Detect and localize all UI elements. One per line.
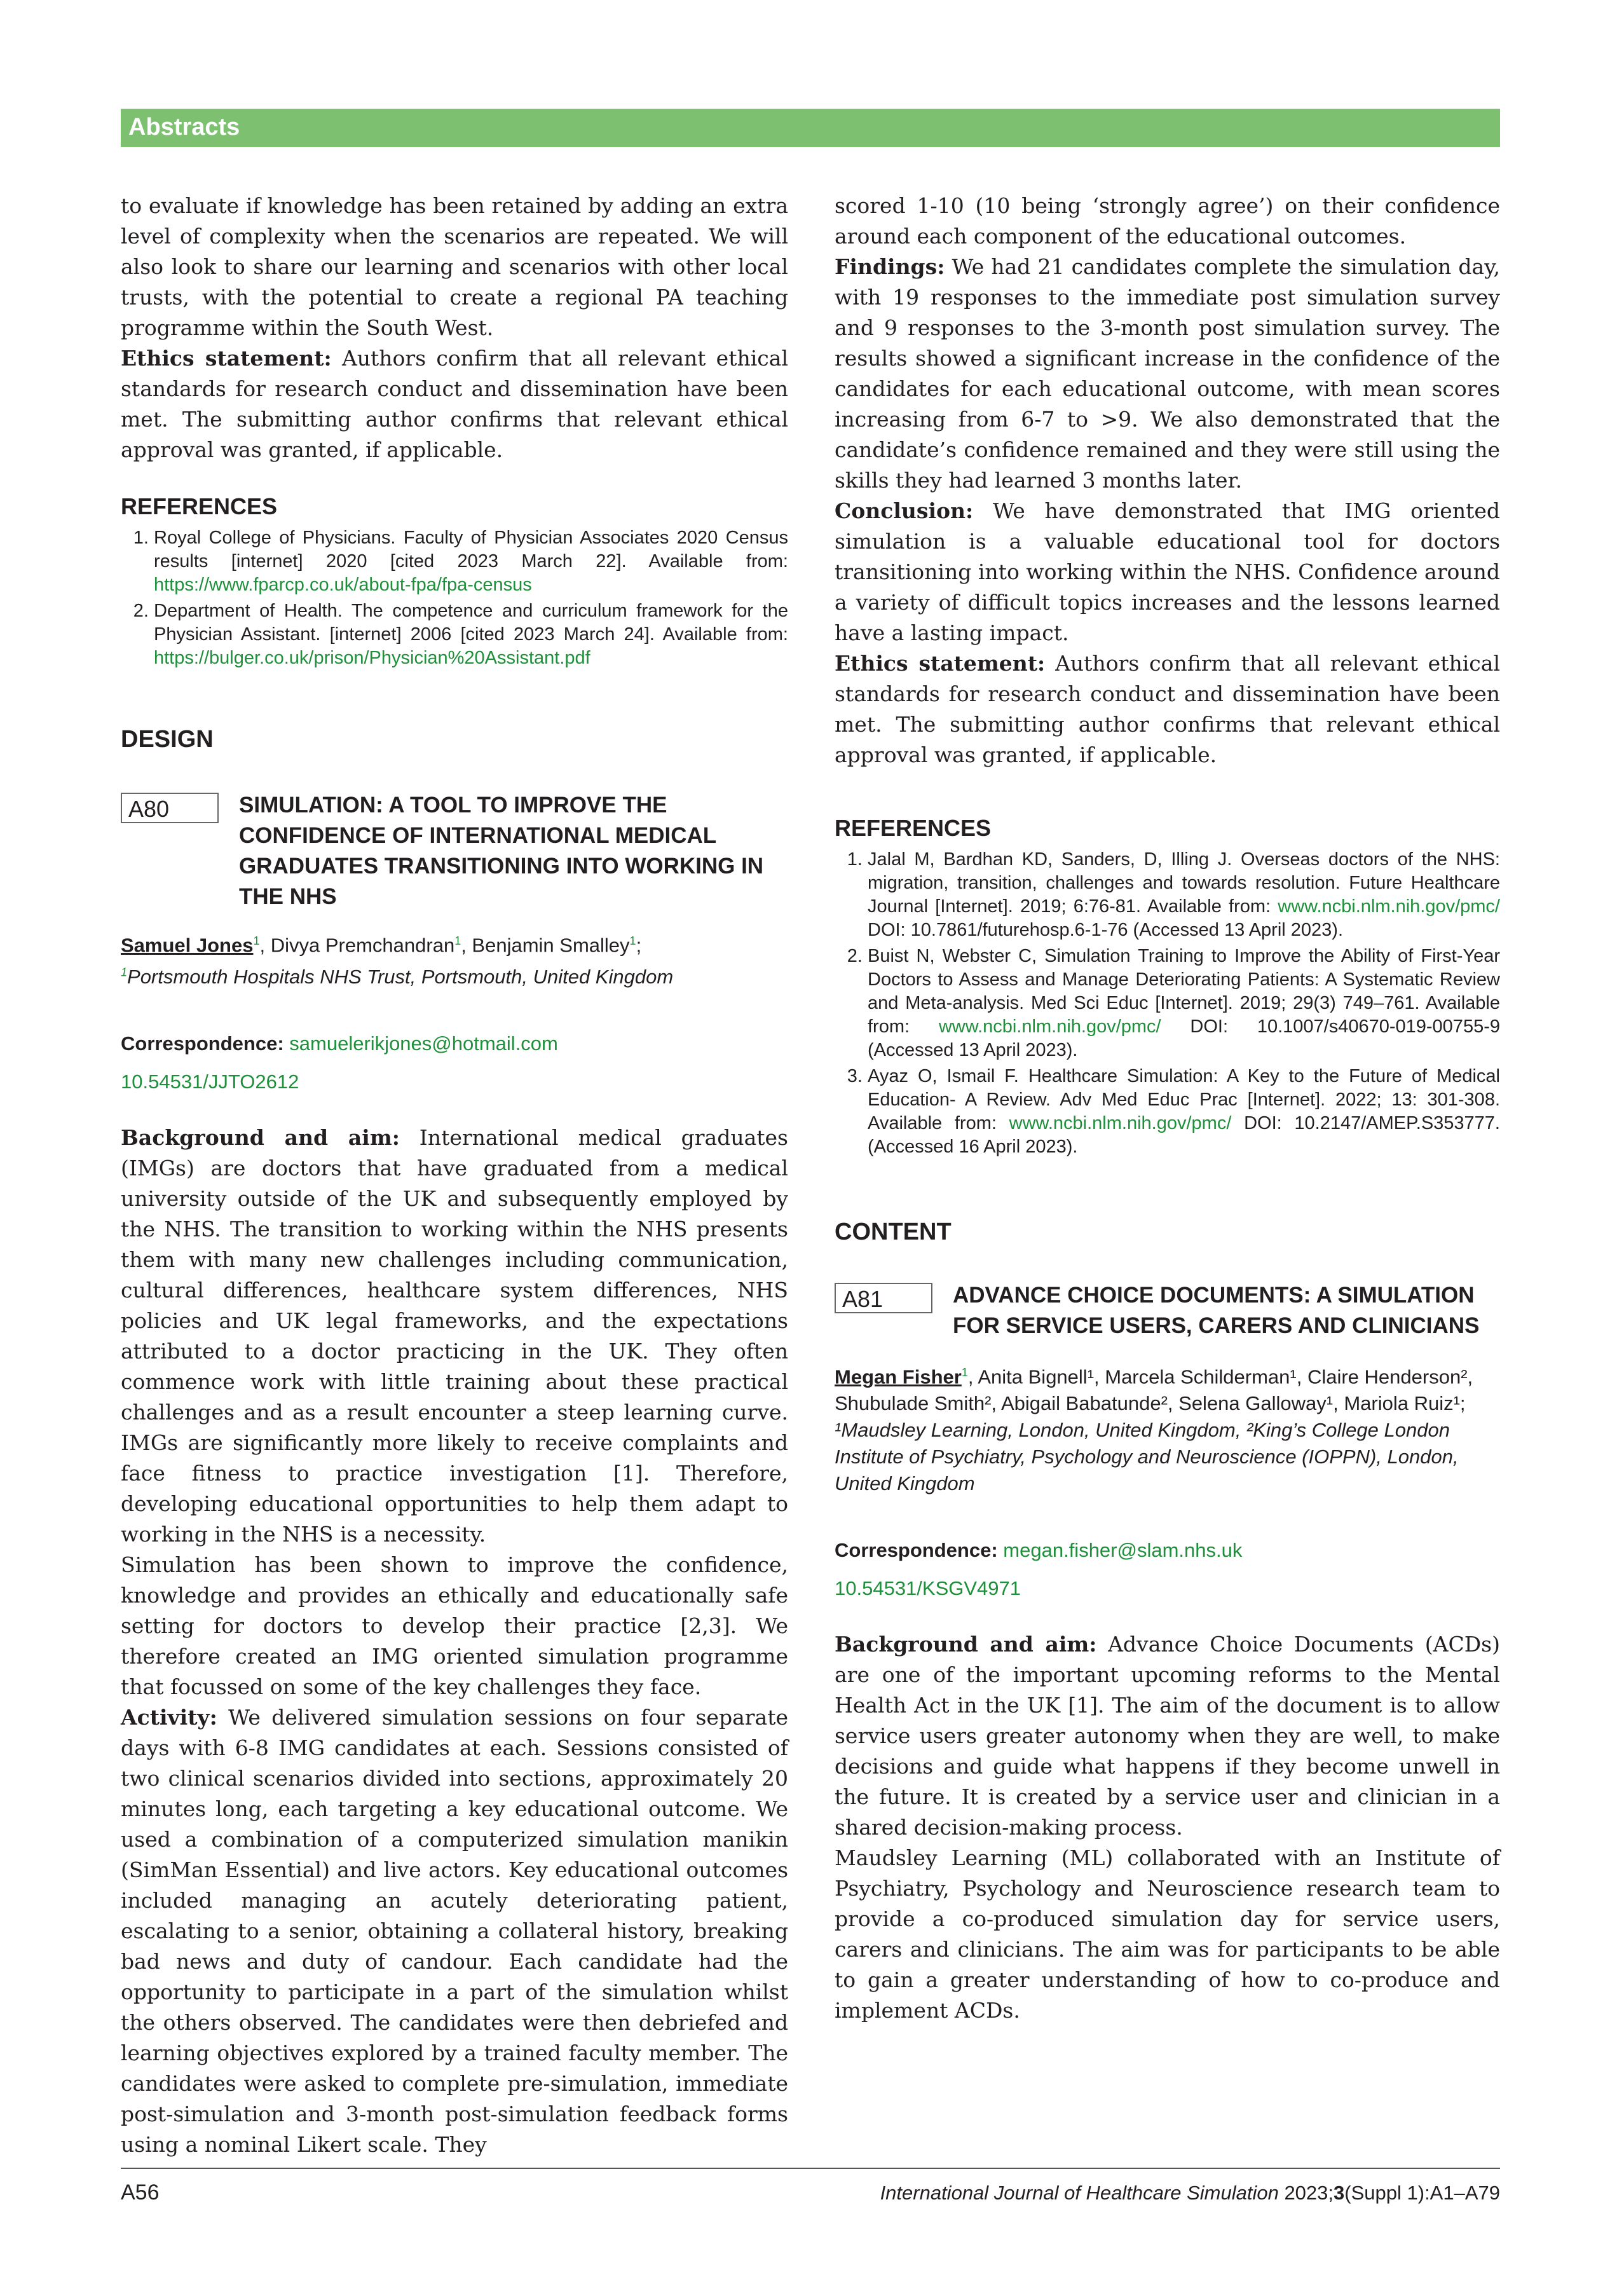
journal-issue: (Suppl 1):A1–A79 — [1344, 2182, 1500, 2204]
background-paragraph — [121, 1123, 788, 1550]
background-text: International medical graduates (IMGs) are doctors that have graduated from a medical university outside of the UK and subsequently employed by the NHS. The transition to working within the NHS presents them with many new challenges including communication, cultural differences, healthcare system differences, NHS policies and UK legal frameworks, and the expectations attributed to a doctor practicing in the UK. They often commence work with little training about these practical challenges and as a result encounter a steep learning curve. IMGs are significantly more likely to receive complaints and face fitness to practice investigation [1]. Therefore, developing educational opportunities to help them adapt to working in the NHS is a necessity. — [121, 1125, 788, 1547]
section-title-content: CONTENT — [835, 1219, 952, 1245]
author-list — [835, 1359, 1500, 1497]
findings-text: We had 21 candidates complete the simulation day, with 19 responses to the immediate post simulation survey and 9 responses to the 3-month post simulation survey. The results showed a significant increase in the confidence of the candidates for each educational outcome, with mean scores increasing from 6-7 to >9. We also demonstrated that the candidate’s confidence remained and they were still using the skills they had learned 3 months later. — [835, 254, 1500, 493]
correspondence — [835, 1539, 1500, 1562]
activity-text: We delivered simulation sessions on four separate days with 6-8 IMG candidates at each. Sessions consisted of two clinical scenarios divided into sections, approximately 20 minutes long, each targeting a key educational outcome. We used a combination of a computerized simulation manikin (SimMan Essential) and live actors. Key educational outcomes included managing an acutely deteriorating patient, escalating to a senior, obtaining a collateral history, breaking bad news and duty of candour. Each candidate had the opportunity to participate in a part of the simulation whilst the others observed. The candidates were then debriefed and learning objectives explored by a trained faculty member. The candidates were asked to complete pre-simulation, immediate post-simulation and 3-month post-simulation feedback forms using a nominal Likert scale. They — [121, 1704, 789, 2157]
article-title: ADVANCE CHOICE DOCUMENTS: A SIMULATION FOR SERVICE USERS, CARERS AND CLINICIANS — [953, 1283, 1480, 1338]
references-title: REFERENCES — [835, 815, 992, 841]
intro-paragraph: to evaluate if knowledge has been retained by adding an extra level of complexity when the scenarios are repeated. We will also look to share our learning and scenarios with other local trusts, with the potential to create a regional PA teaching programme within the South West. — [121, 193, 788, 340]
correspondence-email[interactable]: megan.fisher@slam.nhs.uk — [1003, 1539, 1243, 1562]
correspondence-label: Correspondence: — [121, 1032, 284, 1055]
background-label: Background and aim: — [835, 1632, 1097, 1657]
reference-item — [154, 599, 788, 670]
references-list — [835, 848, 1500, 1159]
references-title: REFERENCES — [121, 493, 278, 519]
doi-link[interactable]: 10.54531/JJTO2612 — [121, 1070, 299, 1093]
reference-link[interactable]: www.ncbi.nlm.nih.gov/pmc/ — [1009, 1113, 1232, 1133]
journal-volume: 3 — [1334, 2182, 1345, 2204]
doi-link[interactable]: 10.54531/KSGV4971 — [835, 1577, 1021, 1600]
continuation-paragraph: scored 1-10 (10 being ‘strongly agree’) on their confidence around each component of the educational outcomes. — [835, 193, 1500, 249]
reference-text: DOI: 10.2147/AMEP.S353777. (Accessed 16 April 2023). — [868, 1113, 1500, 1157]
reference-item — [154, 526, 788, 597]
left-column — [121, 191, 788, 2160]
findings-label: Findings: — [835, 254, 945, 279]
reference-link[interactable]: www.ncbi.nlm.nih.gov/pmc/ — [1278, 896, 1500, 917]
reference-item — [868, 945, 1500, 1062]
author-list: Samuel Jones$^1$, Divya Premchandran$^1$, Benjamin Smalley$^1$; $^1$Portsmouth Hospitals NHS Trust, Portsmouth, United Kingdom — [121, 934, 674, 988]
section-header-label: Abstracts — [128, 114, 240, 140]
section-header-bar — [121, 109, 1500, 147]
article-title: SIMULATION: A TOOL TO IMPROVE THE CONFIDENCE OF INTERNATIONAL MEDICAL GRADUATES TRANSITIONING INTO WORKING IN THE NHS — [239, 793, 764, 909]
reference-text: Royal College of Physicians. Faculty of Physician Associates 2020 Census results [internet] 2020 [cited 2023 March 22]. Available from: — [154, 528, 788, 571]
right-column — [835, 191, 1500, 2026]
findings-paragraph — [835, 252, 1500, 496]
reference-text: DOI: 10.1007/s40670-019-00755-9 (Accessed 13 April 2023). — [868, 1016, 1500, 1060]
ethics-label: Ethics statement: — [835, 651, 1046, 676]
journal-name: International Journal of Healthcare Simulation — [880, 2182, 1279, 2204]
simulation-paragraph: Simulation has been shown to improve the confidence, knowledge and provides an ethically and educationally safe setting for doctors to develop their practice [2,3]. We therefore created an IMG oriented simulation programme that focussed on some of the key challenges they face. — [121, 1552, 788, 1699]
ethics-paragraph — [835, 648, 1500, 770]
article-header-a81 — [835, 1280, 1500, 1344]
maudsley-paragraph: Maudsley Learning (ML) collaborated with an Institute of Psychiatry, Psychology and Neuroscience research team to provide a co-produced simulation day for service users, carers and clinicians. The aim was for participants to be able to gain a greater understanding of how to co-produce and implement ACDs. — [835, 1845, 1500, 2023]
activity-paragraph — [121, 1702, 788, 2160]
footer-divider — [121, 2168, 1500, 2169]
background-paragraph — [835, 1629, 1500, 1843]
ethics-paragraph — [121, 343, 788, 465]
author-names: , Divya Premchandran — [259, 934, 455, 957]
affiliation-marker: 1 — [629, 934, 636, 947]
author-names: , Anita Bignell¹, Marcela Schilderman¹, Claire Henderson², Shubulade Smith², Abigail Babatunde², Selena Galloway¹, Mariola Ruiz¹; — [835, 1365, 1473, 1415]
reference-text: Ayaz O, Ismail F. Healthcare Simulation: A Key to the Future of Medical Education- A Review. Adv Med Educ Prac [Internet]. 2022; 13: 301-308. Available from: — [868, 1066, 1500, 1133]
reference-link[interactable]: https://www.fparcp.co.uk/about-fpa/fpa-census — [154, 575, 532, 595]
ethics-label: Ethics statement: — [121, 346, 332, 371]
activity-label: Activity: — [121, 1704, 217, 1730]
reference-item — [868, 1065, 1500, 1159]
ethics-text: Authors confirm that all relevant ethical standards for research conduct and dissemination have been met. The submitting author confirms that relevant ethical approval was granted, if applicable. — [121, 346, 788, 462]
reference-text: Jalal M, Bardhan KD, Sanders, D, Illing J. Overseas doctors of the NHS: migration, transition, challenges and towards resolution. Future Healthcare Journal [Internet]. 2019; 6:76-81. Available from: — [868, 849, 1500, 917]
reference-text: DOI: 10.7861/futurehosp.6-1-76 (Accessed 13 April 2023). — [868, 920, 1343, 940]
correspondence — [121, 1032, 788, 1055]
affiliation-marker: 1 — [253, 934, 260, 947]
reference-link[interactable]: www.ncbi.nlm.nih.gov/pmc/ — [938, 1016, 1161, 1037]
affiliation: ¹Maudsley Learning, London, United Kingdom, ²King’s College London Institute of Psychiatry, Psychology and Neuroscience (IOPPN), London, United Kingdom — [835, 1419, 1459, 1495]
section-title-design: DESIGN — [121, 726, 214, 753]
article-number: A80 — [121, 793, 219, 823]
journal-year: 2023; — [1278, 2182, 1334, 2204]
affiliation: Portsmouth Hospitals NHS Trust, Portsmouth, United Kingdom — [127, 965, 674, 988]
first-author: Samuel Jones — [121, 934, 254, 957]
first-author: Megan Fisher — [835, 1365, 962, 1388]
conclusion-text: We have demonstrated that IMG oriented simulation is a valuable educational tool for doctors transitioning into working within the NHS. Confidence around a variety of difficult topics increases and the lessons learned have a lasting impact. — [835, 498, 1500, 645]
conclusion-paragraph — [835, 496, 1500, 648]
article-number: A81 — [835, 1283, 932, 1313]
article-header-a80 — [121, 790, 788, 912]
conclusion-label: Conclusion: — [835, 498, 974, 523]
background-text: Advance Choice Documents (ACDs) are one of the important upcoming reforms to the Mental Health Act in the UK [1]. The aim of the document is to allow service users greater autonomy when they are well, to make decisions and guide what happens if they become unwell in the future. It is created by a service user and clinician in a shared decision-making process. — [835, 1632, 1500, 1840]
ethics-text: Authors confirm that all relevant ethical standards for research conduct and dissemination have been met. The submitting author confirms that relevant ethical approval was granted, if applicable. — [835, 651, 1500, 767]
correspondence-email[interactable]: samuelerikjones@hotmail.com — [289, 1032, 558, 1055]
background-label: Background and aim: — [121, 1125, 400, 1150]
affiliation-marker: 1 — [454, 934, 461, 947]
affiliation-marker: 1 — [961, 1366, 968, 1379]
affiliation-marker: 1 — [121, 966, 128, 979]
correspondence-label: Correspondence: — [835, 1539, 998, 1562]
reference-item — [868, 848, 1500, 942]
reference-link[interactable]: https://bulger.co.uk/prison/Physician%20Assistant.pdf — [154, 648, 590, 668]
journal-citation — [880, 2182, 1500, 2205]
reference-text: Buist N, Webster C, Simulation Training to Improve the Ability of First-Year Doctors to Assess and Manage Deteriorating Patients: A Systematic Review and Meta-analysis. Med Sci Educ [Internet]. 2019; 29(3) 749–761. Available from: — [868, 946, 1500, 1037]
author-names: , Benjamin Smalley — [461, 934, 630, 957]
page-number: A56 — [121, 2180, 160, 2205]
reference-text: Department of Health. The competence and curriculum framework for the Physician Assistant. [internet] 2006 [cited 2023 March 24]. Available from: — [154, 601, 788, 645]
references-list — [121, 526, 788, 670]
